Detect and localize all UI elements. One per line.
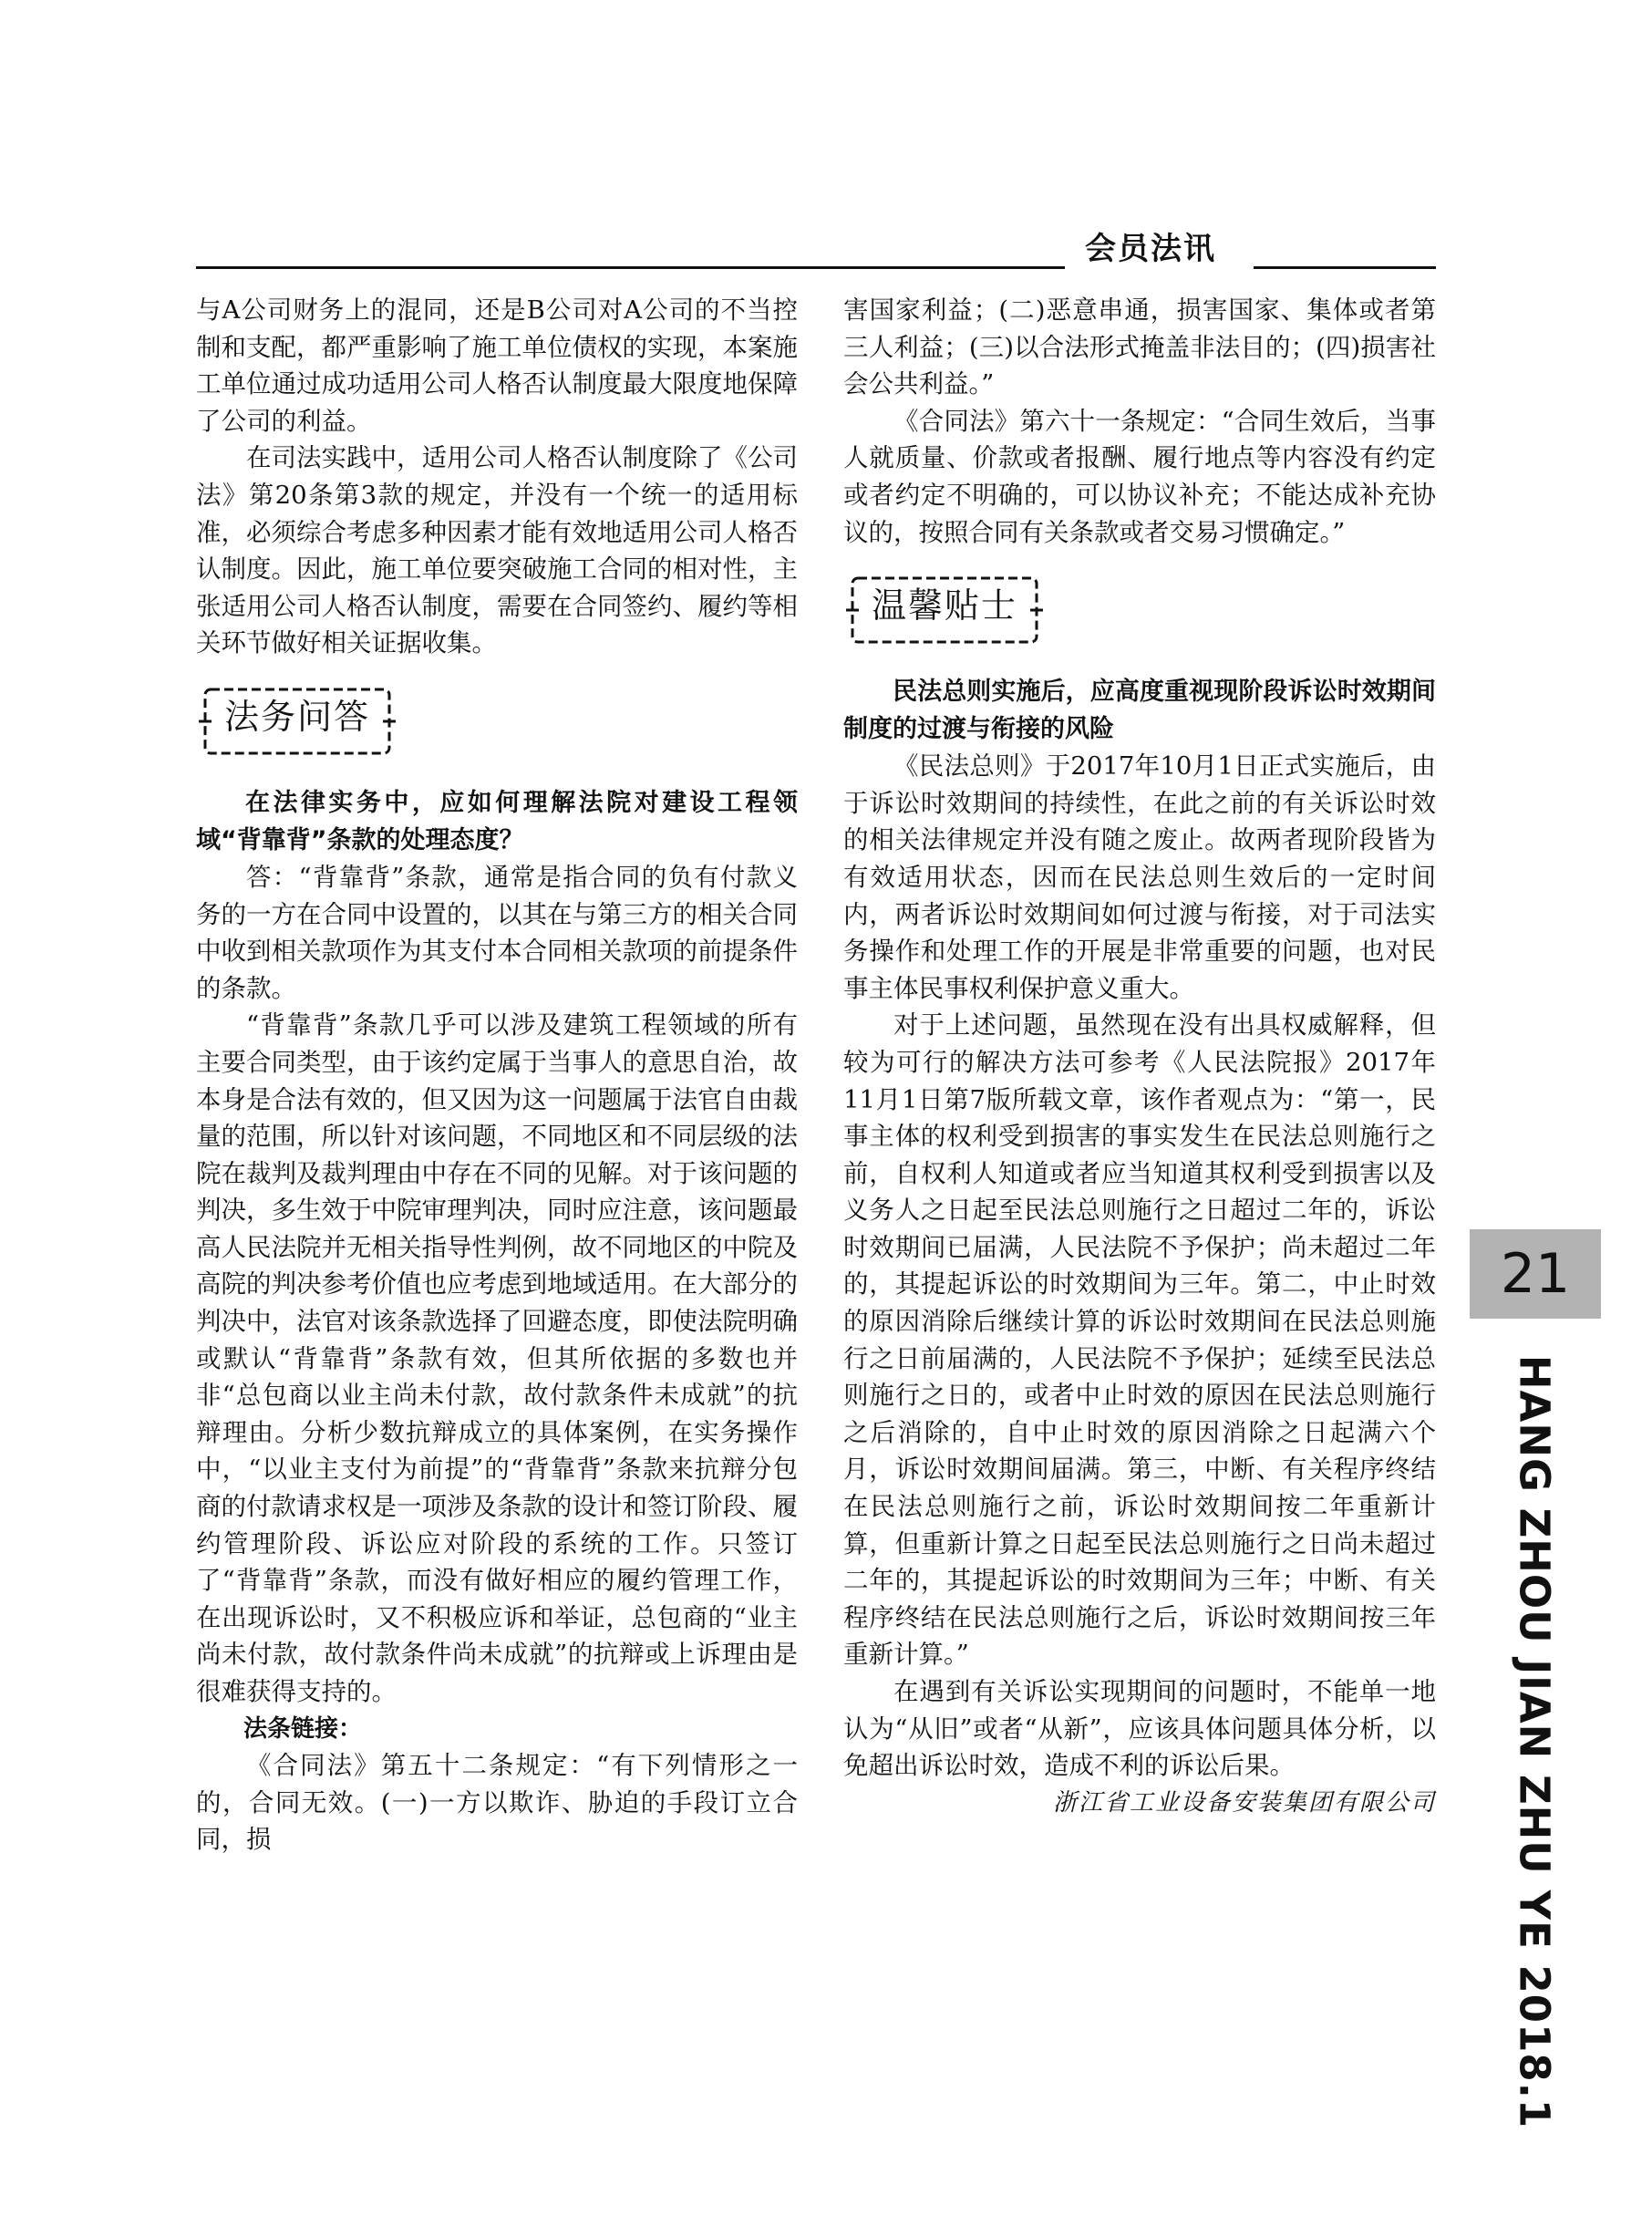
decorative-frame <box>843 571 1046 649</box>
vertical-journal-label <box>1478 1350 1591 2134</box>
paragraph: 在司法实践中，适用公司人格否认制度除了《公司法》第20条第3款的规定，并没有一个统一的适用标准，必须综合考虑多种因素才能有效地适用公司人格否认制度。因此，施工单位要突破施工合同的相对性，主张适用公司人格否认制度，需要在合同签约、履约等相关环节做好相关证据收集。 <box>196 443 798 658</box>
left-column <box>196 292 798 1858</box>
paragraph: 害国家利益；(二)恶意串通，损害国家、集体或者第三人利益；(三)以合法形式掩盖非法目的；(四)损害社会公共利益。” <box>843 295 1436 399</box>
subheading: 法条链接： <box>243 1714 363 1743</box>
paragraph: 《合同法》第五十二条规定：“有下列情形之一的，合同无效。(一)一方以欺诈、胁迫的手段订立合同，损 <box>196 1751 798 1855</box>
paragraph: 在遇到有关诉讼实现期间的问题时，不能单一地认为“从旧”或者“从新”，应该具体问题具体分析，以免超出诉讼时效，造成不利的诉讼后果。 <box>843 1677 1436 1781</box>
decorative-frame <box>196 682 398 761</box>
question-heading: 在法律实务中，应如何理解法院对建设工程领域“背靠背”条款的处理态度？ <box>196 788 798 854</box>
journal-issue-text: HANG ZHOU JIAN ZHU YE 2018.1 <box>1510 1354 1559 2129</box>
paragraph: 答：“背靠背”条款，通常是指合同的负有付款义务的一方在合同中设置的，以其在与第三方的相关合同中收到相关款项作为其支付本合同相关款项的前提条件的条款。 <box>196 862 798 1003</box>
paragraph: 《民法总则》于2017年10月1日正式实施后，由于诉讼时效期间的持续性，在此之前的有关诉讼时效的相关法律规定并没有随之废止。故两者现阶段皆为有效适用状态，因而在民法总则生效后的一定时间内，两者诉讼时效期间如何过渡与衔接，对于司法实务操作和处理工作的开展是非常重要的问题，也对民事主体民事权利保护意义重大。 <box>843 751 1436 1003</box>
paragraph: “背靠背”条款几乎可以涉及建筑工程领域的所有主要合同类型，由于该约定属于当事人的意思自治，故本身是合法有效的，但又因为这一问题属于法官自由裁量的范围，所以针对该问题，不同地区和不同层级的法院在裁判及裁判理由中存在不同的见解。对于该问题的判决，多生效于中院审理判决，同时应注意，该问题最高人民法院并无相关指导性判例，故不同地区的中院及高院的判决参考价值也应考虑到地域适用。在大部分的判决中，法官对该条款选择了回避态度，即使法院明确或默认“背靠背”条款有效，但其所依据的多数也并非“总包商以业主尚未付款，故付款条件未成就”的抗辩理由。分析少数抗辩成立的具体案例，在实务操作中，“以业主支付为前提”的“背靠背”条款来抗辩分包商的付款请求权是一项涉及条款的设计和签订阶段、履约管理阶段、诉讼应对阶段的系统的工作。只签订了“背靠背”条款，而没有做好相应的履约管理工作，在出现诉讼时，又不积极应诉和举证，总包商的“业主尚未付款，故付款条件尚未成就”的抗辩或上诉理由是很难获得支持的。 <box>196 1010 798 1706</box>
section-box-tips <box>843 551 1436 673</box>
section-box-title: 温馨贴士 <box>871 585 1017 626</box>
author-signature: 浙江省工业设备安装集团有限公司 <box>1052 1788 1436 1817</box>
section-title: 会员法讯 <box>1085 231 1216 267</box>
section-box-title: 法务问答 <box>223 696 370 737</box>
right-column <box>843 292 1436 1821</box>
paragraph: 对于上述问题，虽然现在没有出具权威解释，但较为可行的解决方法可参考《人民法院报》2017年11月1日第7版所载文章，该作者观点为：“第一，民事主体的权利受到损害的事实发生在民法总则施行之前，自权利人知道或者应当知道其权利受到损害以及义务人之日起至民法总则施行之日超过二年的，诉讼时效期间已届满，人民法院不予保护；尚未超过二年的，其提起诉讼的时效期间为三年。第二，中止时效的原因消除后继续计算的诉讼时效期间在民法总则施行之日前届满的，人民法院不予保护；延续至民法总则施行之日的，或者中止时效的原因在民法总则施行之后消除的，自中止时效的原因消除之日起满六个月，诉讼时效期间届满。第三，中断、有关程序终结在民法总则施行之前，诉讼时效期间按二年重新计算，但重新计算之日起至民法总则施行之日尚未超过二年的，其提起诉讼的时效期间为三年；中断、有关程序终结在民法总则施行之后，诉讼时效期间按三年重新计算。” <box>843 1010 1436 1670</box>
header-rule-left <box>196 266 1065 269</box>
article-heading: 民法总则实施后，应高度重视现阶段诉讼时效期间制度的过渡与衔接的风险 <box>843 678 1436 744</box>
page-number: 21 <box>1500 1242 1571 1306</box>
paragraph: 《合同法》第六十一条规定：“合同生效后，当事人就质量、价款或者报酬、履行地点等内容没有约定或者约定不明确的，可以协议补充；不能达成补充协议的，按照合同有关条款或者交易习惯确定。” <box>843 406 1436 547</box>
paragraph: 与A公司财务上的混同，还是B公司对A公司的不当控制和支配，都严重影响了施工单位债权的实现，本案施工单位通过成功适用公司人格否认制度最大限度地保障了公司的利益。 <box>196 295 798 436</box>
header-rule-right <box>1254 266 1436 269</box>
section-box-legal-qa <box>196 662 798 784</box>
